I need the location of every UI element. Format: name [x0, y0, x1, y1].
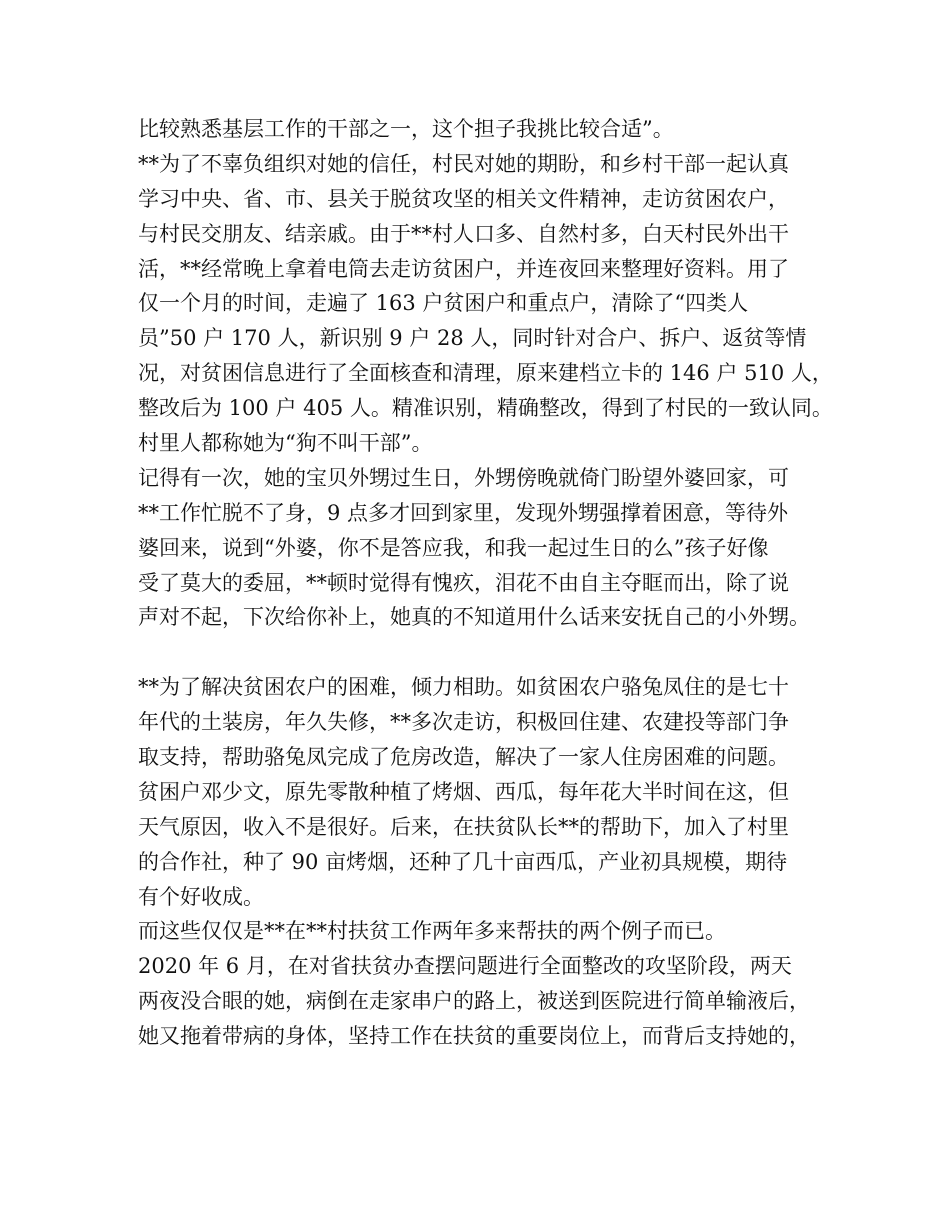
text-line: 两夜没合眼的她，病倒在走家串户的路上，被送到医院进行简单输液后， — [138, 989, 810, 1014]
text-line: 贫困户邓少文，原先零散种植了烤烟、西瓜，每年花大半时间在这，但 — [138, 779, 789, 804]
text-line: 整改后为 100 户 405 人。精准识别，精确整改，得到了村民的一致认同。 — [138, 396, 833, 421]
text-line: 的合作社，种了 90 亩烤烟，还种了几十亩西瓜，产业初具规模，期待 — [138, 849, 788, 874]
text-line: 她又拖着带病的身体，坚持工作在扶贫的重要岗位上，而背后支持她的， — [138, 1024, 810, 1049]
text-line: 学习中央、省、市、县关于脱贫攻坚的相关文件精神，走访贫困农户， — [138, 186, 789, 211]
text-line: 年代的土装房，年久失修，**多次走访，积极回住建、农建投等部门争 — [138, 710, 789, 735]
text-line: 记得有一次，她的宝贝外甥过生日，外甥傍晚就倚门盼望外婆回家，可 — [138, 465, 789, 490]
text-line: 村里人都称她为“狗不叫干部”。 — [138, 431, 433, 456]
text-line: 仅一个月的时间，走遍了 163 户贫困户和重点户，清除了“四类人 — [138, 291, 749, 316]
text-line: 而这些仅仅是**在**村扶贫工作两年多来帮扶的两个例子而已。 — [138, 919, 726, 944]
text-line: 比较熟悉基层工作的干部之一，这个担子我挑比较合适”。 — [138, 117, 674, 141]
text-line: 取支持，帮助骆兔凤完成了危房改造，解决了一家人住房困难的问题。 — [138, 745, 789, 770]
text-line: 况，对贫困信息进行了全面核查和清理，原来建档立卡的 146 户 510 人， — [138, 361, 833, 386]
text-line: 员”50 户 170 人，新识别 9 户 28 人，同时针对合户、拆户、返贫等情 — [138, 326, 807, 351]
paragraph-gap — [138, 635, 828, 670]
text-line: **为了不辜负组织对她的信任，村民对她的期盼，和乡村干部一起认真 — [138, 151, 789, 176]
body-text — [138, 112, 833, 1054]
text-line: 声对不起，下次给你补上，她真的不知道用什么话来安抚自己的小外甥。 — [138, 605, 810, 630]
text-line: 2020 年 6 月，在对省扶贫办查摆问题进行全面整改的攻坚阶段，两天 — [138, 954, 792, 979]
text-line: **为了解决贫困农户的困难，倾力相助。如贫困农户骆兔凤住的是七十 — [138, 675, 789, 700]
text-line: 有个好收成。 — [138, 884, 264, 909]
text-line: 婆回来，说到“外婆，你不是答应我，和我一起过生日的么”孩子好像 — [138, 535, 769, 560]
text-line: 受了莫大的委屈，**顿时觉得有愧疚，泪花不由自主夺眶而出，除了说 — [138, 570, 789, 595]
text-line: 天气原因，收入不是很好。后来，在扶贫队长**的帮助下，加入了村里 — [138, 814, 789, 839]
text-line: 与村民交朋友、结亲戚。由于**村人口多、自然村多，白天村民外出干 — [138, 221, 789, 246]
text-line: **工作忙脱不了身，9 点多才回到家里，发现外甥强撑着困意，等待外 — [138, 500, 789, 525]
text-line: 活，**经常晚上拿着电筒去走访贫困户，并连夜回来整理好资料。用了 — [138, 256, 789, 281]
